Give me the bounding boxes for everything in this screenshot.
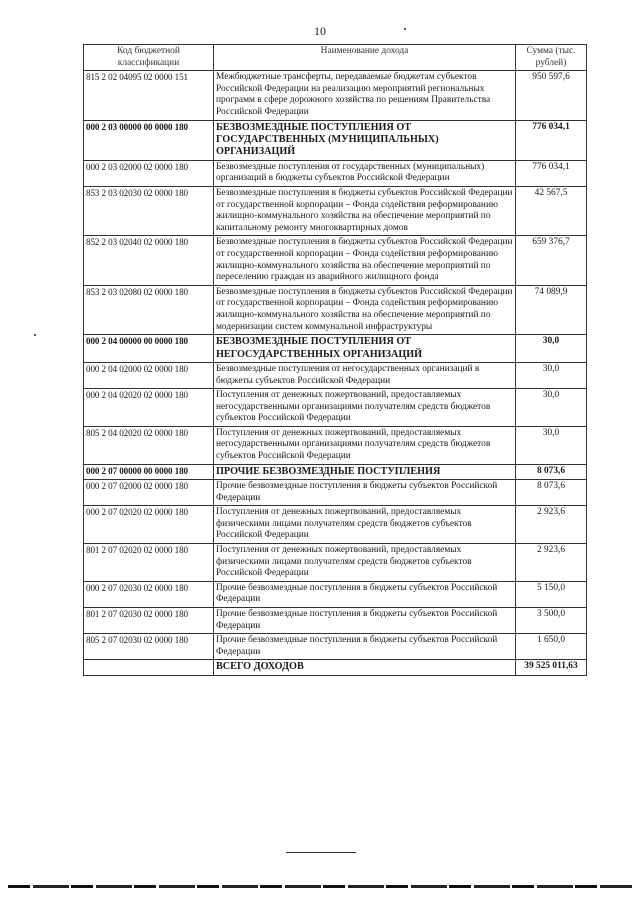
header-name: Наименование дохода [214,45,516,71]
cell-sum: 3 500,0 [516,608,587,634]
cell-code: 000 2 04 02020 02 0000 180 [84,389,214,427]
table-row [84,506,587,544]
cell-code: 000 2 04 00000 00 0000 180 [84,335,214,363]
cell-sum: 30,0 [516,335,587,363]
table-row [84,71,587,120]
table-row [84,464,587,479]
table-row [84,581,587,607]
cell-code: 801 2 07 02020 02 0000 180 [84,544,214,582]
footer-rule [286,852,356,853]
revenue-table [83,44,587,676]
cell-name: Поступления от денежных пожертвований, предоставляемых негосударственными организациями получателям средств бюджетов субъектов Российской Федерации [214,389,516,427]
cell-sum: 30,0 [516,362,587,388]
cell-name: Поступления от денежных пожертвований, предоставляемых физическими лицами получателям средств бюджетов субъектов Российской Федерации [214,506,516,544]
cell-name: Прочие безвозмездные поступления в бюджеты субъектов Российской Федерации [214,608,516,634]
table-row [84,480,587,506]
cell-sum: 8 073,6 [516,480,587,506]
cell-name: БЕЗВОЗМЕЗДНЫЕ ПОСТУПЛЕНИЯ ОТ НЕГОСУДАРСТВЕННЫХ ОРГАНИЗАЦИЙ [214,335,516,363]
cell-sum: 39 525 011,63 [516,660,587,675]
cell-name: Безвозмездные поступления от государственных (муниципальных) организаций в бюджеты субъектов Российской Федерации [214,160,516,186]
scan-edge-artifact [8,885,632,888]
table-row [84,120,587,160]
cell-sum: 2 923,6 [516,544,587,582]
cell-code: 805 2 04 02020 02 0000 180 [84,426,214,464]
cell-name: Безвозмездные поступления в бюджеты субъектов Российской Федерации от государственной корпорации – Фонда содействия реформированию жилищно-коммунального хозяйства на обеспечение мероприятий по капитальному ремонту многоквартирных домов [214,186,516,235]
table-row [84,186,587,235]
cell-name: Прочие безвозмездные поступления в бюджеты субъектов Российской Федерации [214,581,516,607]
table-row [84,544,587,582]
cell-name: Безвозмездные поступления в бюджеты субъектов Российской Федерации от государственной корпорации – Фонда содействия реформированию жилищно-коммунального хозяйства на обеспечение мероприятий по переселению граждан из аварийного жилищного фонда [214,236,516,285]
cell-code: 000 2 03 02000 02 0000 180 [84,160,214,186]
table-row [84,634,587,660]
table-row [84,335,587,363]
cell-name: Межбюджетные трансферты, передаваемые бюджетам субъектов Российской Федерации на реализацию мероприятий региональных программ в сфере дорожного хозяйства по решениям Правительства Российской Федерации [214,71,516,120]
cell-code: 000 2 07 02030 02 0000 180 [84,581,214,607]
cell-sum: 776 034,1 [516,120,587,160]
header-code: Код бюджетной классификации [84,45,214,71]
cell-code [84,660,214,675]
cell-code: 000 2 07 00000 00 0000 180 [84,464,214,479]
cell-sum: 30,0 [516,426,587,464]
cell-name: Прочие безвозмездные поступления в бюджеты субъектов Российской Федерации [214,480,516,506]
cell-sum: 5 150,0 [516,581,587,607]
page-number: 10 [314,24,326,38]
cell-code: 801 2 07 02030 02 0000 180 [84,608,214,634]
cell-name: ПРОЧИЕ БЕЗВОЗМЕЗДНЫЕ ПОСТУПЛЕНИЯ [214,464,516,479]
cell-name: ВСЕГО ДОХОДОВ [214,660,516,675]
table-row [84,362,587,388]
cell-sum: 42 567,5 [516,186,587,235]
cell-code: 805 2 07 02030 02 0000 180 [84,634,214,660]
table-header-row [84,45,587,71]
header-sum: Сумма (тыс. рублей) [516,45,587,71]
cell-sum: 74 089,9 [516,285,587,334]
cell-sum: 30,0 [516,389,587,427]
cell-code: 000 2 04 02000 02 0000 180 [84,362,214,388]
cell-sum: 950 597,6 [516,71,587,120]
scan-speck [404,28,406,30]
cell-code: 815 2 02 04095 02 0000 151 [84,71,214,120]
cell-name: Безвозмездные поступления от негосударственных организаций в бюджеты субъектов Российской Федерации [214,362,516,388]
cell-code: 000 2 07 02000 02 0000 180 [84,480,214,506]
table-row [84,660,587,675]
cell-sum: 1 650,0 [516,634,587,660]
cell-name: Поступления от денежных пожертвований, предоставляемых негосударственными организациями получателям средств бюджетов субъектов Российской Федерации [214,426,516,464]
table-row [84,426,587,464]
cell-name: БЕЗВОЗМЕЗДНЫЕ ПОСТУПЛЕНИЯ ОТ ГОСУДАРСТВЕННЫХ (МУНИЦИПАЛЬНЫХ) ОРГАНИЗАЦИЙ [214,120,516,160]
cell-sum: 776 034,1 [516,160,587,186]
table-row [84,160,587,186]
cell-code: 852 2 03 02040 02 0000 180 [84,236,214,285]
cell-code: 853 2 03 02080 02 0000 180 [84,285,214,334]
cell-sum: 659 376,7 [516,236,587,285]
scan-speck [34,334,36,336]
cell-code: 000 2 07 02020 02 0000 180 [84,506,214,544]
cell-name: Поступления от денежных пожертвований, предоставляемых физическими лицами получателям средств бюджетов субъектов Российской Федерации [214,544,516,582]
cell-name: Прочие безвозмездные поступления в бюджеты субъектов Российской Федерации [214,634,516,660]
table-row [84,285,587,334]
cell-sum: 2 923,6 [516,506,587,544]
table-row [84,236,587,285]
cell-code: 000 2 03 00000 00 0000 180 [84,120,214,160]
cell-sum: 8 073,6 [516,464,587,479]
table-row [84,608,587,634]
cell-name: Безвозмездные поступления в бюджеты субъектов Российской Федерации от государственной корпорации – Фонда содействия реформированию жилищно-коммунального хозяйства на обеспечение мероприятий по модернизации систем коммунальной инфраструктуры [214,285,516,334]
table-row [84,389,587,427]
cell-code: 853 2 03 02030 02 0000 180 [84,186,214,235]
